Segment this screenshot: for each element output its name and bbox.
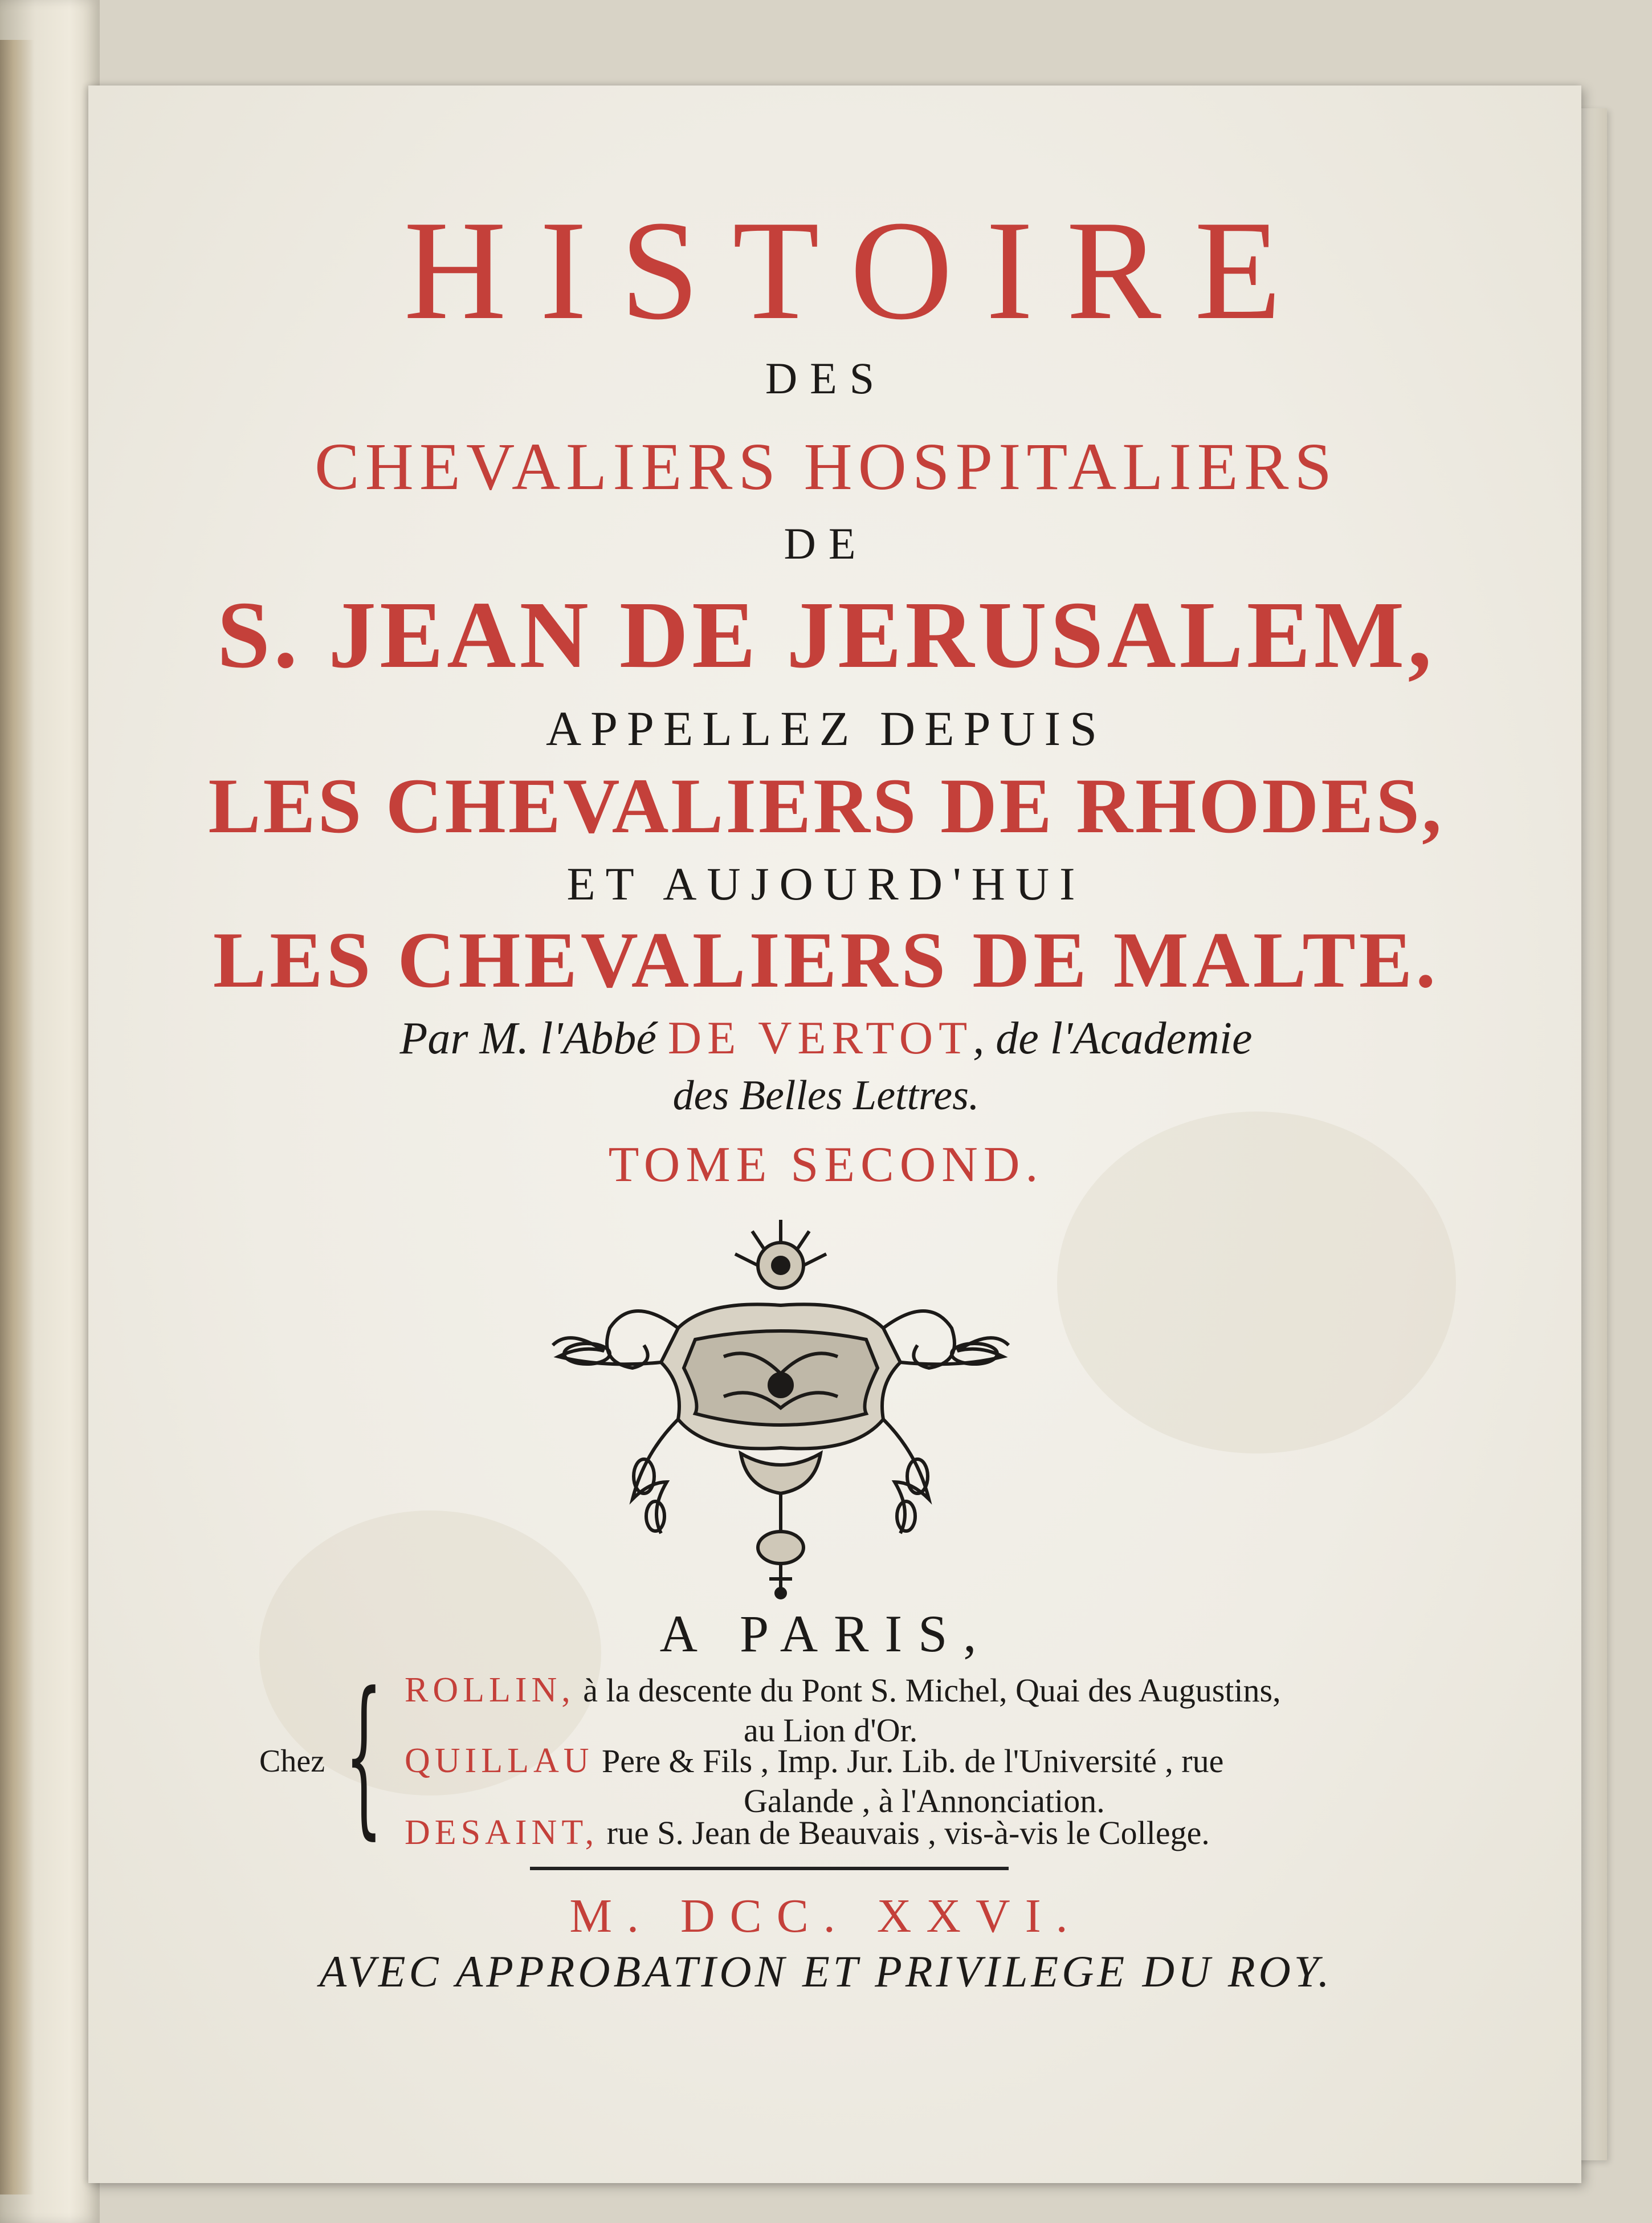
title-line-des: DES: [765, 353, 887, 403]
author-line: [0, 1012, 1652, 1064]
printer-address-cont: Galande , à l'Annonciation.: [744, 1782, 1105, 1819]
printer-address-cont: au Lion d'Or.: [744, 1712, 918, 1749]
title-line-malte: LES CHEVALIERS DE MALTE.: [213, 916, 1439, 1004]
title-line-aujourdhui: ET AUJOURD'HUI: [566, 858, 1086, 910]
divider-rule: [530, 1867, 1009, 1870]
printers-block: [259, 1656, 1342, 1858]
title-line-appellez: APPELLEZ DEPUIS: [546, 701, 1106, 756]
title-line-de: DE: [784, 519, 868, 568]
title-line-rhodes: LES CHEVALIERS DE RHODES,: [208, 762, 1444, 849]
printer-entry: [405, 1741, 1223, 1781]
printer-name: QUILLAU: [405, 1741, 594, 1780]
printer-address: à la descente du Pont S. Michel, Quai des Augustins,: [583, 1672, 1281, 1709]
academy-line: des Belles Lettres.: [672, 1072, 980, 1119]
book-title: HISTOIRE: [403, 192, 1315, 349]
author-suffix: , de l'Academie: [973, 1013, 1253, 1064]
title-line-saint-jean: S. JEAN DE JERUSALEM,: [217, 582, 1435, 688]
printer-address: rue S. Jean de Beauvais , vis-à-vis le College.: [606, 1814, 1210, 1851]
title-line-chevaliers-hospitaliers: CHEVALIERS HOSPITALIERS: [314, 429, 1338, 504]
printer-address: Pere & Fils , Imp. Jur. Lib. de l'Université , rue: [602, 1742, 1224, 1780]
author-name: DE VERTOT: [667, 1012, 973, 1064]
printer-name: DESAINT,: [405, 1813, 599, 1852]
floral-cartouche-vignette-icon: [536, 1214, 1026, 1602]
publication-year: M. DCC. XXVI.: [569, 1890, 1083, 1943]
brace-icon: {: [345, 1656, 383, 1855]
author-prefix: Par M. l'Abbé: [399, 1013, 656, 1064]
printer-entry: [405, 1813, 1210, 1853]
privilege-line: AVEC APPROBATION ET PRIVILEGE DU ROY.: [319, 1947, 1333, 1996]
chez-label: Chez: [259, 1744, 325, 1779]
printer-entry: [405, 1670, 1281, 1711]
printer-name: ROLLIN,: [405, 1671, 575, 1709]
imprint-city: A PARIS,: [659, 1605, 993, 1663]
volume-line: TOME SECOND.: [608, 1137, 1044, 1192]
